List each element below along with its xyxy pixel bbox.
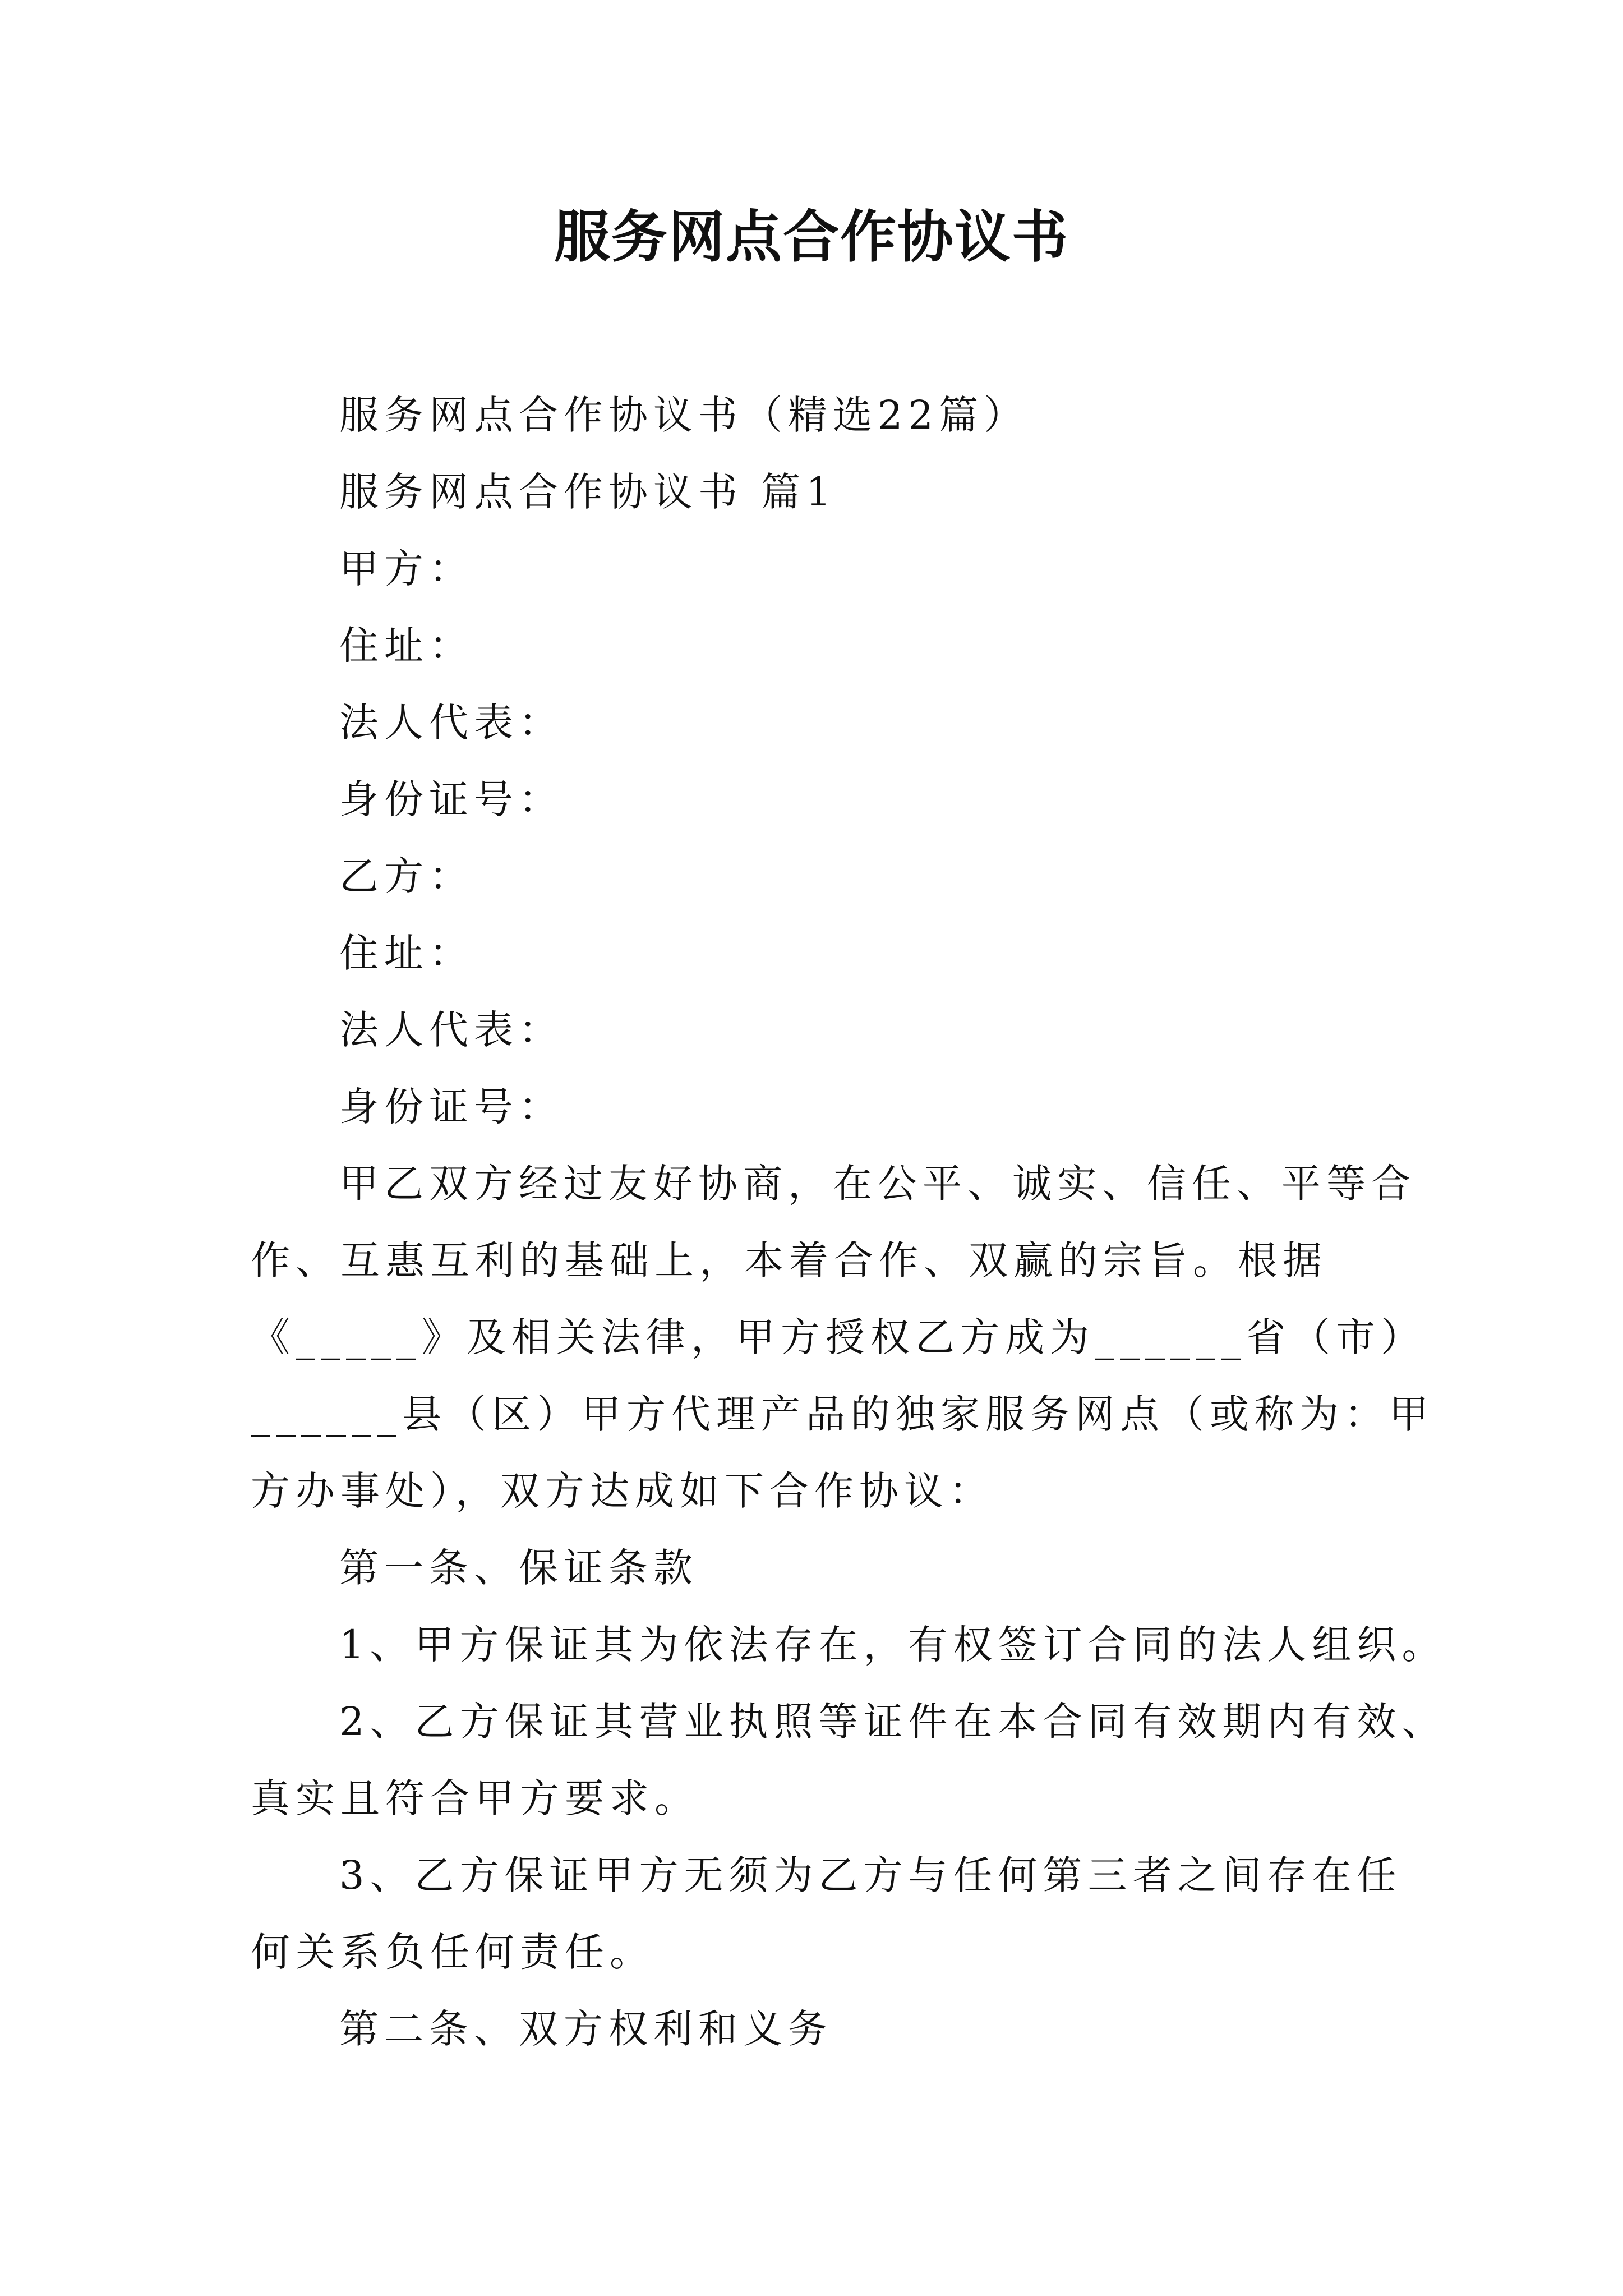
paragraph-line: 第一条、保证条款 xyxy=(339,1545,698,1591)
paragraph-line: 真实且符合甲方要求。 xyxy=(251,1775,699,1821)
paragraph-line: 何关系负任何责任。 xyxy=(251,1929,654,1975)
paragraph-line: 方办事处），双方达成如下合作协议： xyxy=(251,1468,994,1514)
paragraph-line: 《_____》及相关法律，甲方授权乙方成为______省（市） xyxy=(251,1314,1426,1360)
paragraph-line: 2、乙方保证其营业执照等证件在本合同有效期内有效、 xyxy=(339,1699,1447,1745)
paragraph-line: 作、互惠互利的基础上，本着合作、双赢的宗旨。根据 xyxy=(251,1237,1327,1283)
paragraph-line: 住址： xyxy=(339,930,474,976)
paragraph-line: 甲乙双方经过友好协商，在公平、诚实、信任、平等合 xyxy=(339,1161,1416,1207)
paragraph-line: 服务网点合作协议书（精选22篇） xyxy=(339,392,1029,438)
paragraph-line: 法人代表： xyxy=(339,700,564,746)
paragraph-line: 服务网点合作协议书 篇1 xyxy=(339,469,837,515)
paragraph-line: 法人代表： xyxy=(339,1007,564,1053)
paragraph-line: 1、甲方保证其为依法存在，有权签订合同的法人组织。 xyxy=(339,1622,1447,1668)
paragraph-line: 甲方： xyxy=(339,546,474,592)
paragraph-line: 第二条、双方权利和义务 xyxy=(339,2006,833,2052)
paragraph-line: ______县（区）甲方代理产品的独家服务网点（或称为：甲 xyxy=(251,1391,1434,1437)
paragraph-line: 乙方： xyxy=(339,853,474,899)
paragraph-line: 身份证号： xyxy=(339,1084,564,1130)
document-title: 服务网点合作协议书 xyxy=(554,204,1069,270)
paragraph-line: 3、乙方保证甲方无须为乙方与任何第三者之间存在任 xyxy=(339,1852,1402,1898)
paragraph-line: 身份证号： xyxy=(339,776,564,822)
paragraph-line: 住址： xyxy=(339,623,474,669)
document-body xyxy=(251,377,1447,2068)
